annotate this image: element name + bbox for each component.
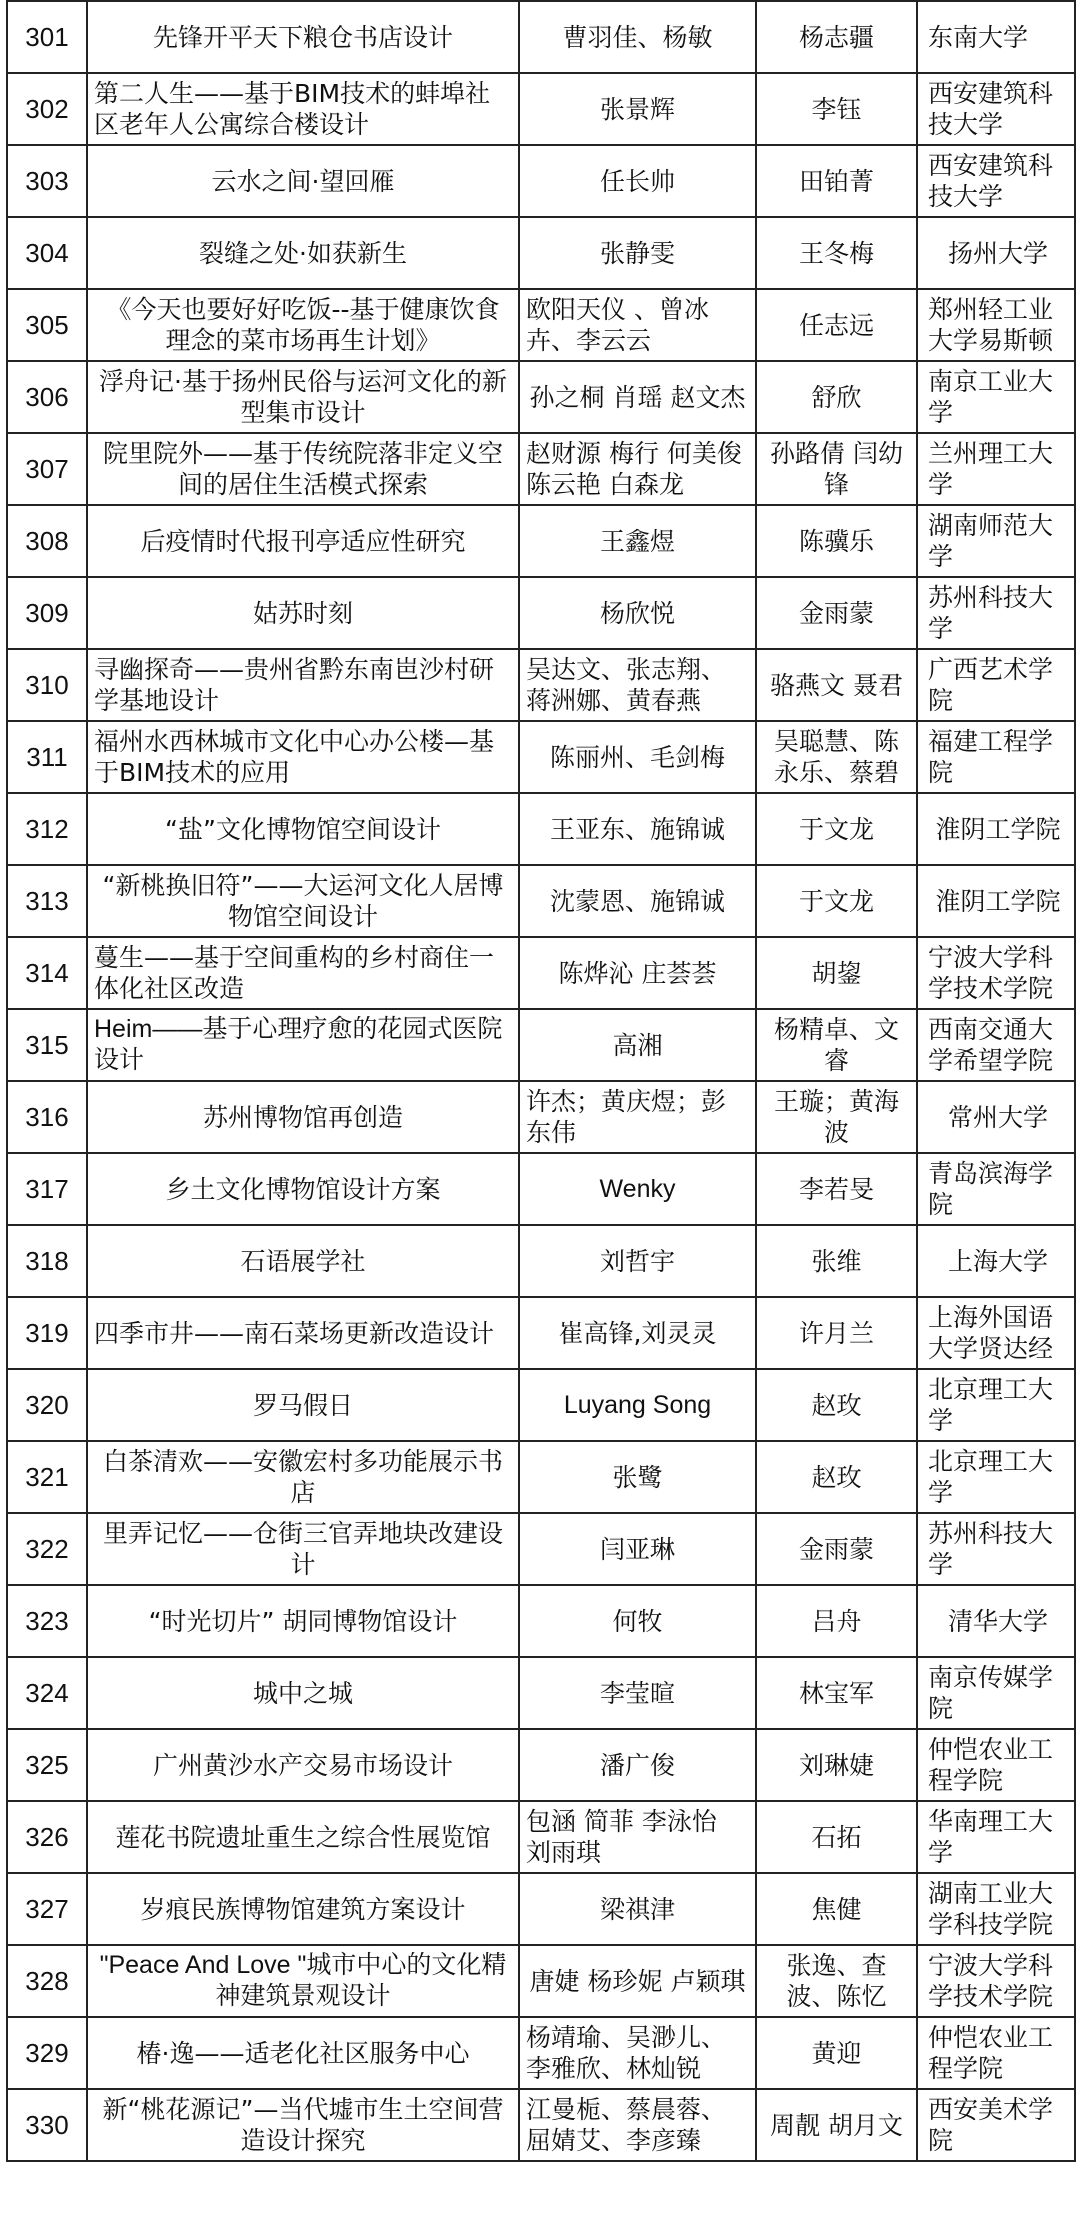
advisor: 李钰 — [756, 73, 917, 145]
project-title: 四季市井——南石菜场更新改造设计 — [87, 1297, 519, 1369]
team-members: 吴达文、张志翔、蒋洲娜、黄春燕 — [519, 649, 756, 721]
advisor: 陈骥乐 — [756, 505, 917, 577]
advisor: 杨精卓、文睿 — [756, 1009, 917, 1081]
table-row — [7, 361, 1075, 433]
table-row — [7, 649, 1075, 721]
row-number: 312 — [7, 793, 87, 865]
project-title: “新桃换旧符”——大运河文化人居博物馆空间设计 — [87, 865, 519, 937]
advisor: 杨志疆 — [756, 1, 917, 73]
table-row — [7, 289, 1075, 361]
school: 苏州科技大学 — [917, 1513, 1075, 1585]
advisor: 胡鋆 — [756, 937, 917, 1009]
row-number: 313 — [7, 865, 87, 937]
row-number: 328 — [7, 1945, 87, 2017]
row-number: 303 — [7, 145, 87, 217]
award-table-body — [7, 1, 1075, 2161]
row-number: 329 — [7, 2017, 87, 2089]
row-number: 311 — [7, 721, 87, 793]
project-title: 先锋开平天下粮仓书店设计 — [87, 1, 519, 73]
row-number: 306 — [7, 361, 87, 433]
advisor: 周靓 胡月文 — [756, 2089, 917, 2161]
table-row — [7, 1513, 1075, 1585]
team-members: 王鑫煜 — [519, 505, 756, 577]
table-row — [7, 217, 1075, 289]
project-title: 罗马假日 — [87, 1369, 519, 1441]
table-row — [7, 73, 1075, 145]
team-members: 任长帅 — [519, 145, 756, 217]
project-title: 第二人生——基于BIM技术的蚌埠社区老年人公寓综合楼设计 — [87, 73, 519, 145]
row-number: 308 — [7, 505, 87, 577]
team-members: 江曼栀、蔡晨蓉、屈婧艾、李彦臻 — [519, 2089, 756, 2161]
school: 西南交通大学希望学院 — [917, 1009, 1075, 1081]
school: 南京传媒学院 — [917, 1657, 1075, 1729]
team-members: 张景辉 — [519, 73, 756, 145]
table-row — [7, 1225, 1075, 1297]
row-number: 314 — [7, 937, 87, 1009]
row-number: 327 — [7, 1873, 87, 1945]
project-title: 蔓生——基于空间重构的乡村商住一体化社区改造 — [87, 937, 519, 1009]
advisor: 孙路倩 闫幼锋 — [756, 433, 917, 505]
advisor: 黄迎 — [756, 2017, 917, 2089]
team-members: 何牧 — [519, 1585, 756, 1657]
school: 仲恺农业工程学院 — [917, 2017, 1075, 2089]
table-row — [7, 505, 1075, 577]
table-row — [7, 1801, 1075, 1873]
advisor: 骆燕文 聂君 — [756, 649, 917, 721]
table-row — [7, 1081, 1075, 1153]
row-number: 325 — [7, 1729, 87, 1801]
row-number: 319 — [7, 1297, 87, 1369]
award-table — [6, 0, 1076, 2162]
advisor: 张逸、查波、陈忆 — [756, 1945, 917, 2017]
team-members: 张静雯 — [519, 217, 756, 289]
team-members: 孙之桐 肖瑶 赵文杰 — [519, 361, 756, 433]
advisor: 金雨蒙 — [756, 577, 917, 649]
project-title: "Peace And Love "城市中心的文化精神建筑景观设计 — [87, 1945, 519, 2017]
project-title: Heim——基于心理疗愈的花园式医院设计 — [87, 1009, 519, 1081]
row-number: 310 — [7, 649, 87, 721]
table-row — [7, 1585, 1075, 1657]
school: 宁波大学科学技术学院 — [917, 1945, 1075, 2017]
team-members: Wenky — [519, 1153, 756, 1225]
team-members: 闫亚琳 — [519, 1513, 756, 1585]
table-row — [7, 1369, 1075, 1441]
row-number: 315 — [7, 1009, 87, 1081]
team-members: 高湘 — [519, 1009, 756, 1081]
row-number: 302 — [7, 73, 87, 145]
row-number: 304 — [7, 217, 87, 289]
team-members: 潘广俊 — [519, 1729, 756, 1801]
advisor: 吴聪慧、陈永乐、蔡碧 — [756, 721, 917, 793]
table-row — [7, 865, 1075, 937]
row-number: 316 — [7, 1081, 87, 1153]
project-title: 浮舟记·基于扬州民俗与运河文化的新型集市设计 — [87, 361, 519, 433]
school: 上海外国语大学贤达经 — [917, 1297, 1075, 1369]
table-row — [7, 1297, 1075, 1369]
project-title: 裂缝之处·如获新生 — [87, 217, 519, 289]
table-row — [7, 1441, 1075, 1513]
row-number: 301 — [7, 1, 87, 73]
school: 南京工业大学 — [917, 361, 1075, 433]
team-members: 崔高锋,刘灵灵 — [519, 1297, 756, 1369]
school: 北京理工大学 — [917, 1441, 1075, 1513]
project-title: 院里院外——基于传统院落非定义空间的居住生活模式探索 — [87, 433, 519, 505]
row-number: 330 — [7, 2089, 87, 2161]
table-row — [7, 1729, 1075, 1801]
row-number: 326 — [7, 1801, 87, 1873]
team-members: 许杰；黄庆煜；彭东伟 — [519, 1081, 756, 1153]
team-members: Luyang Song — [519, 1369, 756, 1441]
advisor: 吕舟 — [756, 1585, 917, 1657]
project-title: 寻幽探奇——贵州省黔东南岜沙村研学基地设计 — [87, 649, 519, 721]
table-row — [7, 2017, 1075, 2089]
project-title: 后疫情时代报刊亭适应性研究 — [87, 505, 519, 577]
advisor: 石拓 — [756, 1801, 917, 1873]
advisor: 任志远 — [756, 289, 917, 361]
school: 东南大学 — [917, 1, 1075, 73]
project-title: 石语展学社 — [87, 1225, 519, 1297]
team-members: 陈烨沁 庄荟荟 — [519, 937, 756, 1009]
table-row — [7, 1, 1075, 73]
team-members: 唐婕 杨珍妮 卢颖琪 — [519, 1945, 756, 2017]
school: 北京理工大学 — [917, 1369, 1075, 1441]
project-title: 《今天也要好好吃饭--基于健康饮食理念的菜市场再生计划》 — [87, 289, 519, 361]
school: 淮阴工学院 — [917, 865, 1075, 937]
advisor: 焦健 — [756, 1873, 917, 1945]
school: 淮阴工学院 — [917, 793, 1075, 865]
row-number: 309 — [7, 577, 87, 649]
team-members: 沈蒙恩、施锦诚 — [519, 865, 756, 937]
school: 青岛滨海学院 — [917, 1153, 1075, 1225]
team-members: 杨欣悦 — [519, 577, 756, 649]
advisor: 舒欣 — [756, 361, 917, 433]
row-number: 324 — [7, 1657, 87, 1729]
school: 西安建筑科技大学 — [917, 145, 1075, 217]
school: 西安建筑科技大学 — [917, 73, 1075, 145]
team-members: 曹羽佳、杨敏 — [519, 1, 756, 73]
advisor: 许月兰 — [756, 1297, 917, 1369]
project-title: 城中之城 — [87, 1657, 519, 1729]
advisor: 王璇；黄海波 — [756, 1081, 917, 1153]
team-members: 刘哲宇 — [519, 1225, 756, 1297]
school: 扬州大学 — [917, 217, 1075, 289]
table-row — [7, 937, 1075, 1009]
project-title: 白茶清欢——安徽宏村多功能展示书店 — [87, 1441, 519, 1513]
advisor: 李若旻 — [756, 1153, 917, 1225]
table-row — [7, 1009, 1075, 1081]
advisor: 赵玫 — [756, 1369, 917, 1441]
project-title: 莲花书院遗址重生之综合性展览馆 — [87, 1801, 519, 1873]
advisor: 王冬梅 — [756, 217, 917, 289]
school: 湖南工业大学科技学院 — [917, 1873, 1075, 1945]
school: 西安美术学院 — [917, 2089, 1075, 2161]
project-title: 苏州博物馆再创造 — [87, 1081, 519, 1153]
school: 常州大学 — [917, 1081, 1075, 1153]
project-title: 椿·逸——适老化社区服务中心 — [87, 2017, 519, 2089]
row-number: 322 — [7, 1513, 87, 1585]
table-row — [7, 2089, 1075, 2161]
row-number: 317 — [7, 1153, 87, 1225]
project-title: 新“桃花源记”—当代墟市生土空间营造设计探究 — [87, 2089, 519, 2161]
table-row — [7, 721, 1075, 793]
row-number: 321 — [7, 1441, 87, 1513]
table-row — [7, 433, 1075, 505]
school: 湖南师范大学 — [917, 505, 1075, 577]
school: 宁波大学科学技术学院 — [917, 937, 1075, 1009]
school: 福建工程学院 — [917, 721, 1075, 793]
team-members: 张鹭 — [519, 1441, 756, 1513]
row-number: 307 — [7, 433, 87, 505]
team-members: 赵财源 梅行 何美俊 陈云艳 白森龙 — [519, 433, 756, 505]
table-row — [7, 577, 1075, 649]
project-title: 岁痕民族博物馆建筑方案设计 — [87, 1873, 519, 1945]
advisor: 张维 — [756, 1225, 917, 1297]
advisor: 林宝军 — [756, 1657, 917, 1729]
project-title: 乡土文化博物馆设计方案 — [87, 1153, 519, 1225]
project-title: 福州水西林城市文化中心办公楼—基于BIM技术的应用 — [87, 721, 519, 793]
advisor: 金雨蒙 — [756, 1513, 917, 1585]
team-members: 杨靖瑜、吴渺儿、李雅欣、林灿锐 — [519, 2017, 756, 2089]
advisor: 赵玫 — [756, 1441, 917, 1513]
table-row — [7, 793, 1075, 865]
row-number: 320 — [7, 1369, 87, 1441]
team-members: 陈丽州、毛剑梅 — [519, 721, 756, 793]
team-members: 欧阳天仪 、曾冰卉、李云云 — [519, 289, 756, 361]
school: 清华大学 — [917, 1585, 1075, 1657]
table-row — [7, 145, 1075, 217]
school: 仲恺农业工程学院 — [917, 1729, 1075, 1801]
school: 华南理工大学 — [917, 1801, 1075, 1873]
advisor: 于文龙 — [756, 865, 917, 937]
table-row — [7, 1657, 1075, 1729]
advisor: 于文龙 — [756, 793, 917, 865]
school: 郑州轻工业大学易斯顿 — [917, 289, 1075, 361]
row-number: 305 — [7, 289, 87, 361]
project-title: “盐”文化博物馆空间设计 — [87, 793, 519, 865]
project-title: 广州黄沙水产交易市场设计 — [87, 1729, 519, 1801]
team-members: 李莹暄 — [519, 1657, 756, 1729]
school: 上海大学 — [917, 1225, 1075, 1297]
school: 广西艺术学院 — [917, 649, 1075, 721]
table-row — [7, 1153, 1075, 1225]
row-number: 318 — [7, 1225, 87, 1297]
project-title: “时光切片” 胡同博物馆设计 — [87, 1585, 519, 1657]
school: 苏州科技大学 — [917, 577, 1075, 649]
project-title: 姑苏时刻 — [87, 577, 519, 649]
project-title: 云水之间·望回雁 — [87, 145, 519, 217]
team-members: 王亚东、施锦诚 — [519, 793, 756, 865]
team-members: 梁祺津 — [519, 1873, 756, 1945]
advisor: 刘琳婕 — [756, 1729, 917, 1801]
table-row — [7, 1873, 1075, 1945]
school: 兰州理工大学 — [917, 433, 1075, 505]
table-row — [7, 1945, 1075, 2017]
row-number: 323 — [7, 1585, 87, 1657]
advisor: 田铂菁 — [756, 145, 917, 217]
team-members: 包涵 简菲 李泳怡 刘雨琪 — [519, 1801, 756, 1873]
project-title: 里弄记忆——仓街三官弄地块改建设计 — [87, 1513, 519, 1585]
